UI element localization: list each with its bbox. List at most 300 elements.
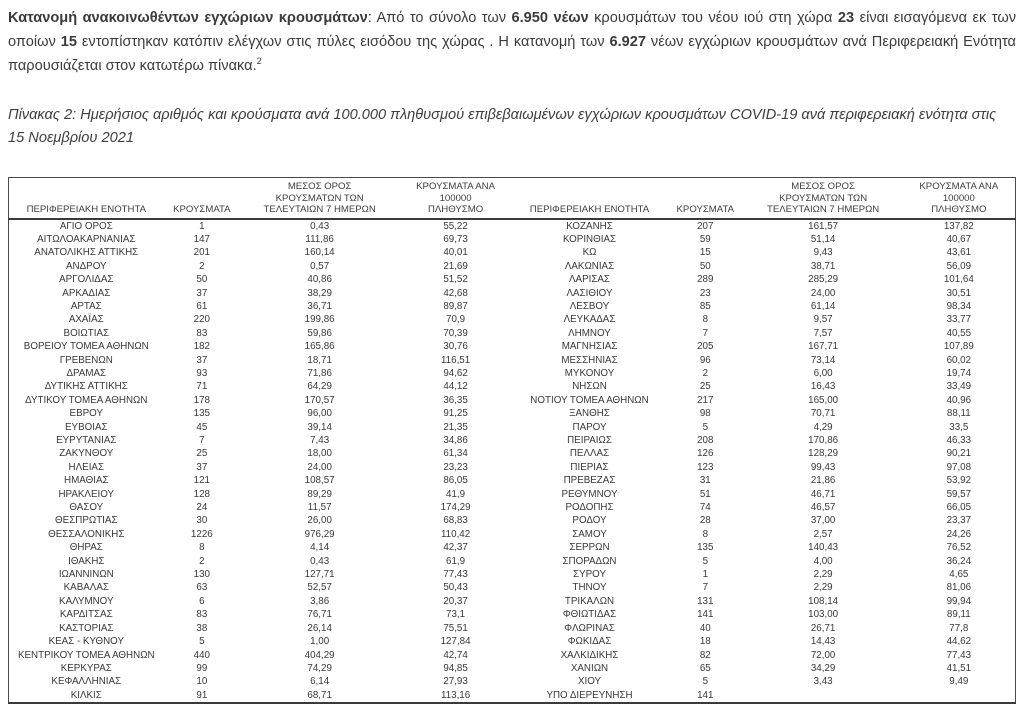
region-name-cell: ΛΑΣΙΘΙΟΥ	[566, 287, 613, 299]
per-100k-cell	[903, 689, 1016, 703]
avg7-cases-cell: 9,57	[813, 314, 833, 326]
avg7-cases-cell: 68,71	[307, 689, 332, 701]
region-name-cell: ΘΑΣΟΥ	[69, 502, 104, 514]
per-100k-cell: 77,8	[949, 622, 969, 634]
per-100k-cell: 23,23	[443, 461, 468, 473]
region-name-cell: ΑΙΤΩΛΟΑΚΑΡΝΑΝΙΑΣ	[37, 233, 136, 245]
region-name-cell: ΞΑΝΘΗΣ	[569, 408, 610, 420]
per-100k-cell: 55,22	[443, 220, 468, 232]
cases-cell: 83	[196, 609, 208, 621]
column-header-region: ΠΕΡΙΦΕΡΕΙΑΚΗ ΕΝΟΤΗΤΑ	[529, 204, 650, 215]
avg7-cases-cell: 26,14	[307, 622, 332, 634]
region-name-cell: ΥΠΟ ΔΙΕΡΕΥΝΗΣΗ	[546, 689, 633, 701]
per-100k-cell: 19,74	[946, 367, 972, 379]
cases-cell: 1226	[190, 528, 213, 540]
table-row	[9, 635, 1016, 648]
region-name-cell: ΙΘΑΚΗΣ	[68, 555, 105, 567]
region-name-cell: ΑΡΓΟΛΙΔΑΣ	[59, 274, 114, 286]
avg7-cases-cell: 74,29	[307, 662, 332, 674]
table-row	[9, 327, 1016, 340]
per-100k-cell: 23,37	[946, 515, 972, 527]
per-100k-cell: 88,11	[946, 408, 971, 420]
per-100k-cell: 70,39	[443, 327, 468, 339]
per-100k-cell: 77,43	[443, 569, 468, 581]
cases-cell: 38	[196, 622, 208, 634]
region-name-cell: ΛΗΜΝΟΥ	[568, 327, 611, 339]
avg7-cases-cell	[744, 689, 903, 703]
table-row	[9, 421, 1016, 434]
avg7-cases-cell: 111,86	[305, 233, 334, 245]
per-100k-cell: 51,52	[443, 274, 468, 286]
cases-cell: 15	[699, 247, 711, 259]
per-100k-cell: 60,02	[946, 354, 972, 366]
table-row	[9, 287, 1016, 300]
table-row	[9, 514, 1016, 527]
table-row	[9, 219, 1016, 233]
region-name-cell: ΣΕΡΡΩΝ	[569, 542, 610, 554]
avg7-cases-cell: 0,43	[310, 555, 330, 567]
region-name-cell: ΚΕΝΤΡΙΚΟΥ ΤΟΜΕΑ ΑΘΗΝΩΝ	[17, 649, 155, 661]
cases-cell: 7	[702, 327, 709, 339]
per-100k-cell: 27,93	[443, 676, 468, 688]
region-name-cell: ΠΕΙΡΑΙΩΣ	[567, 435, 612, 446]
cases-cell: 121	[193, 475, 210, 487]
per-100k-cell: 89,87	[443, 300, 468, 312]
table-row	[9, 488, 1016, 501]
per-100k-cell: 77,43	[946, 649, 972, 661]
cases-cell: 220	[193, 314, 210, 326]
per-100k-cell: 116,51	[440, 354, 471, 366]
region-name-cell: ΜΕΣΣΗΝΙΑΣ	[561, 354, 618, 366]
region-name-cell: ΚΑΒΑΛΑΣ	[63, 582, 109, 594]
avg7-cases-cell: 3,43	[813, 676, 833, 688]
region-name-cell: ΛΕΣΒΟΥ	[569, 300, 610, 312]
intro-bold-text: 6.927	[609, 34, 646, 50]
region-name-cell: ΦΛΩΡΙΝΑΣ	[564, 622, 615, 634]
column-header-avg7: ΜΕΣΟΣ ΟΡΟΣ ΚΡΟΥΣΜΑΤΩΝ ΤΩΝ ΤΕΛΕΥΤΑΙΩΝ 7 ΗΜΕΡΩΝ	[766, 181, 880, 215]
region-name-cell: ΚΑΛΥΜΝΟΥ	[59, 595, 114, 607]
avg7-cases-cell: 128,29	[808, 448, 839, 460]
cases-cell: 178	[193, 394, 210, 406]
per-100k-cell: 41,9	[446, 488, 466, 500]
cases-cell: 5	[702, 421, 709, 433]
avg7-cases-cell: 38,29	[307, 287, 332, 299]
per-100k-cell: 33,5	[949, 421, 969, 433]
avg7-cases-cell: 26,00	[307, 515, 332, 527]
intro-text: νέων εγχώριων κρουσμάτων ανά Περιφερειακή Ενότητα παρουσιάζεται στον κατωτέρω πίνακα.	[8, 34, 1016, 74]
avg7-cases-cell: 285,29	[808, 274, 839, 286]
cases-cell: 123	[697, 461, 714, 473]
per-100k-cell: 99,94	[946, 595, 972, 607]
column-header-per100k: ΚΡΟΥΣΜΑΤΑ ΑΝΑ 100000 ΠΛΗΘΥΣΜΟ	[919, 181, 999, 215]
cases-cell: 8	[702, 314, 709, 326]
cases-cell: 8	[199, 542, 205, 554]
region-name-cell: ΡΟΔΟΠΗΣ	[565, 502, 614, 514]
column-header-per100k: ΚΡΟΥΣΜΑΤΑ ΑΝΑ 100000 ΠΛΗΘΥΣΜΟ	[416, 181, 495, 215]
per-100k-cell: 110,42	[440, 528, 471, 540]
table-header	[9, 178, 1016, 219]
region-name-cell: ΧΑΛΚΙΔΙΚΗΣ	[560, 649, 619, 661]
avg7-cases-cell: 199,86	[304, 314, 335, 326]
avg7-cases-cell: 21,86	[810, 475, 836, 487]
avg7-cases-cell: 38,71	[810, 260, 836, 272]
per-100k-cell: 33,49	[946, 381, 972, 393]
per-100k-cell: 59,57	[946, 488, 972, 500]
cases-cell: 289	[697, 274, 714, 286]
region-name-cell: ΤΡΙΚΑΛΩΝ	[564, 595, 615, 607]
per-100k-cell: 69,73	[443, 233, 468, 245]
avg7-cases-cell: 4,14	[310, 542, 330, 554]
avg7-cases-cell: 72,00	[810, 649, 836, 661]
avg7-cases-cell: 76,71	[307, 609, 332, 621]
region-name-cell: ΖΑΚΥΝΘΟΥ	[59, 448, 114, 460]
per-100k-cell: 50,43	[443, 582, 468, 594]
per-100k-cell: 33,77	[946, 314, 972, 326]
cases-cell: 28	[699, 515, 711, 527]
avg7-cases-cell: 140,43	[808, 542, 839, 554]
table-row	[9, 581, 1016, 594]
avg7-cases-cell: 40,86	[307, 274, 332, 286]
cases-cell: 7	[702, 582, 709, 594]
per-100k-cell: 81,06	[946, 582, 972, 594]
region-name-cell: ΘΕΣΣΑΛΟΝΙΚΗΣ	[48, 528, 125, 540]
region-name-cell: ΚΕΑΣ - ΚΥΘΝΟΥ	[48, 636, 124, 648]
per-100k-cell: 24,26	[946, 528, 972, 540]
region-name-cell: ΑΓΙΟ ΟΡΟΣ	[59, 220, 113, 232]
region-name-cell: ΕΒΡΟΥ	[69, 408, 103, 420]
region-name-cell: ΧΑΝΙΩΝ	[570, 662, 609, 674]
table-row	[9, 649, 1016, 662]
region-name-cell: ΑΧΑΪΑΣ	[68, 314, 104, 326]
avg7-cases-cell: 59,86	[307, 327, 332, 339]
avg7-cases-cell: 24,00	[307, 461, 332, 473]
cases-cell: 201	[193, 247, 210, 259]
region-name-cell: ΑΡΤΑΣ	[70, 300, 102, 312]
region-name-cell: ΛΕΥΚΑΔΑΣ	[563, 314, 616, 326]
cases-cell: 10	[196, 676, 208, 688]
per-100k-cell: 41,51	[946, 662, 972, 674]
table-row	[9, 394, 1016, 407]
avg7-cases-cell: 6,00	[813, 367, 833, 379]
table-row	[9, 434, 1016, 447]
table-row	[9, 662, 1016, 675]
per-100k-cell: 56,09	[946, 260, 972, 272]
region-name-cell: ΑΝΔΡΟΥ	[66, 260, 107, 272]
cases-cell: 51	[699, 488, 711, 500]
per-100k-cell: 66,05	[946, 502, 972, 514]
per-100k-cell: 44,12	[443, 381, 468, 393]
cases-cell: 207	[697, 220, 714, 232]
region-name-cell: ΡΟΔΟΥ	[572, 515, 607, 527]
cases-cell: 130	[193, 569, 210, 581]
region-name-cell: ΑΡΚΑΔΙΑΣ	[62, 287, 111, 299]
cases-cell: 135	[193, 408, 210, 420]
per-100k-cell: 174,29	[440, 502, 471, 514]
intro-bold-text: 15	[60, 34, 77, 50]
cases-cell: 205	[697, 341, 714, 353]
region-name-cell: ΠΕΛΛΑΣ	[569, 448, 610, 460]
per-100k-cell: 40,67	[946, 233, 972, 245]
avg7-cases-cell: 160,14	[304, 247, 335, 259]
table-row	[9, 300, 1016, 313]
avg7-cases-cell: 9,43	[813, 247, 833, 259]
table-row	[9, 447, 1016, 460]
region-name-cell: ΚΩ	[582, 247, 597, 259]
avg7-cases-cell: 46,57	[810, 502, 836, 514]
avg7-cases-cell: 4,00	[813, 555, 833, 567]
table-row	[9, 568, 1016, 581]
region-name-cell: ΧΙΟΥ	[577, 676, 602, 688]
region-name-cell: ΡΕΘΥΜΝΟΥ	[561, 488, 618, 500]
cases-cell: 98	[699, 408, 711, 420]
avg7-cases-cell: 2,29	[813, 582, 833, 594]
region-name-cell: ΠΑΡΟΥ	[572, 421, 607, 433]
column-header-cases: ΚΡΟΥΣΜΑΤΑ	[173, 204, 231, 215]
per-100k-cell: 40,96	[946, 394, 972, 406]
avg7-cases-cell: 37,00	[810, 515, 836, 527]
table-row	[9, 340, 1016, 353]
region-name-cell: ΛΑΚΩΝΙΑΣ	[564, 260, 615, 272]
cases-cell: 7	[199, 435, 205, 446]
cases-cell: 5	[702, 676, 709, 688]
avg7-cases-cell: 1,00	[310, 636, 330, 648]
region-name-cell: ΛΑΡΙΣΑΣ	[569, 274, 610, 286]
avg7-cases-cell: 46,71	[810, 488, 836, 500]
region-name-cell: ΕΥΒΟΙΑΣ	[65, 421, 108, 433]
avg7-cases-cell: 70,71	[810, 408, 836, 420]
avg7-cases-cell: 51,14	[810, 233, 836, 245]
table-row	[9, 689, 1016, 703]
cases-cell: 93	[196, 367, 208, 379]
region-name-cell: ΠΙΕΡΙΑΣ	[570, 461, 609, 473]
region-name-cell: ΔΥΤΙΚΗΣ ΑΤΤΙΚΗΣ	[44, 381, 128, 393]
per-100k-cell: 61,34	[443, 448, 468, 460]
table-row	[9, 313, 1016, 326]
cases-cell: 65	[699, 662, 711, 674]
per-100k-cell: 86,05	[443, 475, 468, 487]
header-row	[9, 178, 1016, 219]
cases-cell: 37	[196, 461, 208, 473]
region-name-cell: ΚΟΡΙΝΘΙΑΣ	[562, 233, 617, 245]
avg7-cases-cell: 61,14	[810, 300, 836, 312]
cases-cell: 131	[697, 595, 714, 607]
per-100k-cell: 90,21	[946, 448, 972, 460]
avg7-cases-cell: 6,14	[310, 676, 330, 688]
table-row	[9, 233, 1016, 246]
avg7-cases-cell: 73,14	[810, 354, 836, 366]
cases-cell: 83	[196, 327, 208, 339]
avg7-cases-cell: 18,00	[307, 448, 332, 460]
region-name-cell: ΣΑΜΟΥ	[572, 528, 607, 540]
region-name-cell: ΚΑΣΤΟΡΙΑΣ	[59, 622, 114, 634]
cases-cell: 440	[193, 649, 210, 661]
cases-cell: 40	[699, 622, 711, 634]
per-100k-cell: 94,85	[443, 662, 468, 674]
region-name-cell: ΙΩΑΝΝΙΝΩΝ	[58, 569, 114, 581]
avg7-cases-cell: 170,57	[304, 394, 335, 406]
avg7-cases-cell: 103,00	[808, 609, 839, 621]
cases-cell: 37	[196, 354, 208, 366]
per-100k-cell: 40,55	[946, 327, 972, 339]
region-name-cell: ΦΘΙΩΤΙΔΑΣ	[562, 609, 617, 621]
table-row	[9, 675, 1016, 688]
region-name-cell: ΚΑΡΔΙΤΣΑΣ	[59, 609, 113, 621]
region-name-cell: ΚΟΖΑΝΗΣ	[566, 220, 613, 232]
cases-cell: 59	[699, 233, 711, 245]
avg7-cases-cell: 165,86	[304, 341, 335, 353]
per-100k-cell: 4,65	[949, 569, 969, 581]
intro-paragraph	[8, 6, 1016, 78]
per-100k-cell: 53,92	[946, 475, 972, 487]
avg7-cases-cell: 16,43	[810, 381, 836, 393]
region-name-cell: ΚΕΦΑΛΛΗΝΙΑΣ	[51, 676, 122, 688]
cases-cell: 82	[699, 649, 711, 661]
cases-cell: 30	[196, 515, 208, 527]
avg7-cases-cell: 26,71	[810, 622, 836, 634]
region-name-cell: ΜΑΓΝΗΣΙΑΣ	[561, 341, 618, 353]
cases-cell: 31	[699, 475, 711, 487]
avg7-cases-cell: 7,57	[813, 327, 833, 339]
cases-cell: 147	[193, 233, 210, 245]
per-100k-cell: 113,16	[440, 689, 471, 701]
avg7-cases-cell: 170,86	[808, 435, 839, 446]
avg7-cases-cell: 4,29	[813, 421, 833, 433]
region-name-cell: ΠΡΕΒΕΖΑΣ	[563, 475, 616, 487]
table-caption: Πίνακας 2: Ημερήσιος αριθμός και κρούσματα ανά 100.000 πληθυσμού επιβεβαιωμένων εγχώριων κρουσμάτων COVID-19 ανά περιφερειακή ενότητα στις 15 Νοεμβρίου 2021	[8, 107, 997, 146]
per-100k-cell: 30,76	[443, 341, 468, 353]
cases-cell: 99	[196, 662, 208, 674]
per-100k-cell: 44,62	[946, 636, 972, 648]
intro-bold-text: 6.950 νέων	[511, 10, 589, 26]
table-row	[9, 380, 1016, 393]
cases-cell: 18	[699, 636, 711, 648]
avg7-cases-cell: 127,71	[304, 569, 335, 581]
region-name-cell: ΓΡΕΒΕΝΩΝ	[59, 354, 113, 366]
avg7-cases-cell: 11,57	[307, 502, 332, 514]
table-row	[9, 354, 1016, 367]
cases-cell: 50	[196, 274, 208, 286]
region-name-cell: ΤΗΝΟΥ	[572, 582, 607, 594]
avg7-cases-cell: 2,29	[813, 569, 833, 581]
per-100k-cell: 127,84	[440, 636, 471, 648]
avg7-cases-cell: 0,57	[310, 260, 330, 272]
per-100k-cell: 75,51	[443, 622, 468, 634]
avg7-cases-cell: 2,57	[813, 528, 833, 540]
region-name-cell: ΣΠΟΡΑΔΩΝ	[562, 555, 617, 567]
table-row	[9, 555, 1016, 568]
cases-cell: 8	[702, 528, 709, 540]
table-row	[9, 474, 1016, 487]
avg7-cases-cell: 34,29	[810, 662, 836, 674]
table-row	[9, 622, 1016, 635]
per-100k-cell: 40,01	[443, 247, 468, 259]
per-100k-cell: 73,1	[446, 609, 466, 621]
cases-cell: 50	[699, 260, 711, 272]
cases-cell: 63	[196, 582, 208, 594]
per-100k-cell: 30,51	[946, 287, 972, 299]
avg7-cases-cell: 52,57	[307, 582, 332, 594]
footnote-marker: 2	[256, 56, 262, 67]
table-row	[9, 246, 1016, 259]
per-100k-cell: 101,64	[943, 274, 974, 286]
per-100k-cell: 98,34	[946, 300, 972, 312]
region-name-cell: ΝΟΤΙΟΥ ΤΟΜΕΑ ΑΘΗΝΩΝ	[530, 394, 649, 406]
avg7-cases-cell: 36,71	[307, 300, 332, 312]
cases-cell: 25	[699, 381, 711, 393]
intro-text: κρουσμάτων του νέου ιού στη χώρα	[588, 10, 838, 26]
avg7-cases-cell: 0,43	[310, 220, 330, 232]
table-row	[9, 260, 1016, 273]
column-header-avg7: ΜΕΣΟΣ ΟΡΟΣ ΚΡΟΥΣΜΑΤΩΝ ΤΩΝ ΤΕΛΕΥΤΑΙΩΝ 7 ΗΜΕΡΩΝ	[263, 181, 376, 215]
avg7-cases-cell: 24,00	[810, 287, 836, 299]
cases-cell: 2	[702, 367, 709, 379]
cases-cell: 217	[697, 394, 714, 406]
cases-cell: 1	[702, 569, 709, 581]
table-body	[9, 219, 1016, 704]
region-name-cell: ΒΟΙΩΤΙΑΣ	[63, 327, 110, 339]
avg7-cases-cell: 39,14	[307, 421, 332, 433]
cases-cell: 91	[196, 689, 208, 701]
avg7-cases-cell: 14,43	[810, 636, 836, 648]
avg7-cases-cell: 71,86	[307, 367, 332, 379]
cases-cell: 128	[193, 488, 210, 500]
column-header-region: ΠΕΡΙΦΕΡΕΙΑΚΗ ΕΝΟΤΗΤΑ	[26, 204, 146, 215]
cases-cell: 96	[699, 354, 711, 366]
per-100k-cell: 94,62	[443, 367, 468, 379]
per-100k-cell: 46,33	[946, 435, 972, 446]
cases-cell: 61	[196, 300, 208, 312]
avg7-cases-cell: 99,43	[810, 461, 836, 473]
cases-cell: 85	[699, 300, 711, 312]
avg7-cases-cell: 108,14	[808, 595, 839, 607]
table-row	[9, 461, 1016, 474]
region-name-cell: ΘΗΡΑΣ	[69, 542, 103, 554]
per-100k-cell: 61,9	[446, 555, 466, 567]
intro-text: : Από το σύνολο των	[367, 10, 512, 26]
avg7-cases-cell: 18,71	[307, 354, 332, 366]
per-100k-cell: 42,68	[443, 287, 468, 299]
cases-cell: 71	[196, 381, 208, 393]
per-100k-cell: 107,89	[943, 341, 974, 353]
cases-cell: 37	[196, 287, 208, 299]
avg7-cases-cell: 167,71	[808, 341, 839, 353]
intro-bold-text: Κατανομή ανακοινωθέντων εγχώριων κρουσμάτων	[8, 10, 368, 26]
avg7-cases-cell: 89,29	[307, 488, 332, 500]
avg7-cases-cell: 96,00	[307, 408, 332, 420]
per-100k-cell: 20,37	[443, 595, 468, 607]
region-name-cell: ΣΥΡΟΥ	[573, 569, 606, 581]
table-row	[9, 528, 1016, 541]
column-header-cases: ΚΡΟΥΣΜΑΤΑ	[676, 204, 735, 215]
region-name-cell: ΘΕΣΠΡΩΤΙΑΣ	[55, 515, 118, 527]
cases-cell: 25	[196, 448, 208, 460]
cases-cell: 2	[199, 260, 205, 272]
cases-by-region-table	[8, 177, 1016, 704]
per-100k-cell: 91,25	[443, 408, 468, 420]
per-100k-cell: 70,9	[446, 314, 466, 326]
per-100k-cell: 43,61	[946, 247, 972, 259]
cases-cell: 24	[196, 502, 208, 514]
table-row	[9, 367, 1016, 380]
region-name-cell: ΗΜΑΘΙΑΣ	[64, 475, 109, 487]
avg7-cases-cell: 161,57	[808, 220, 839, 232]
per-100k-cell: 42,74	[443, 649, 468, 661]
cases-cell: 141	[697, 609, 714, 621]
region-name-cell: ΦΩΚΙΔΑΣ	[567, 636, 612, 648]
per-100k-cell: 42,37	[443, 542, 468, 554]
cases-cell: 5	[702, 555, 709, 567]
avg7-cases-cell: 165,00	[808, 394, 839, 406]
